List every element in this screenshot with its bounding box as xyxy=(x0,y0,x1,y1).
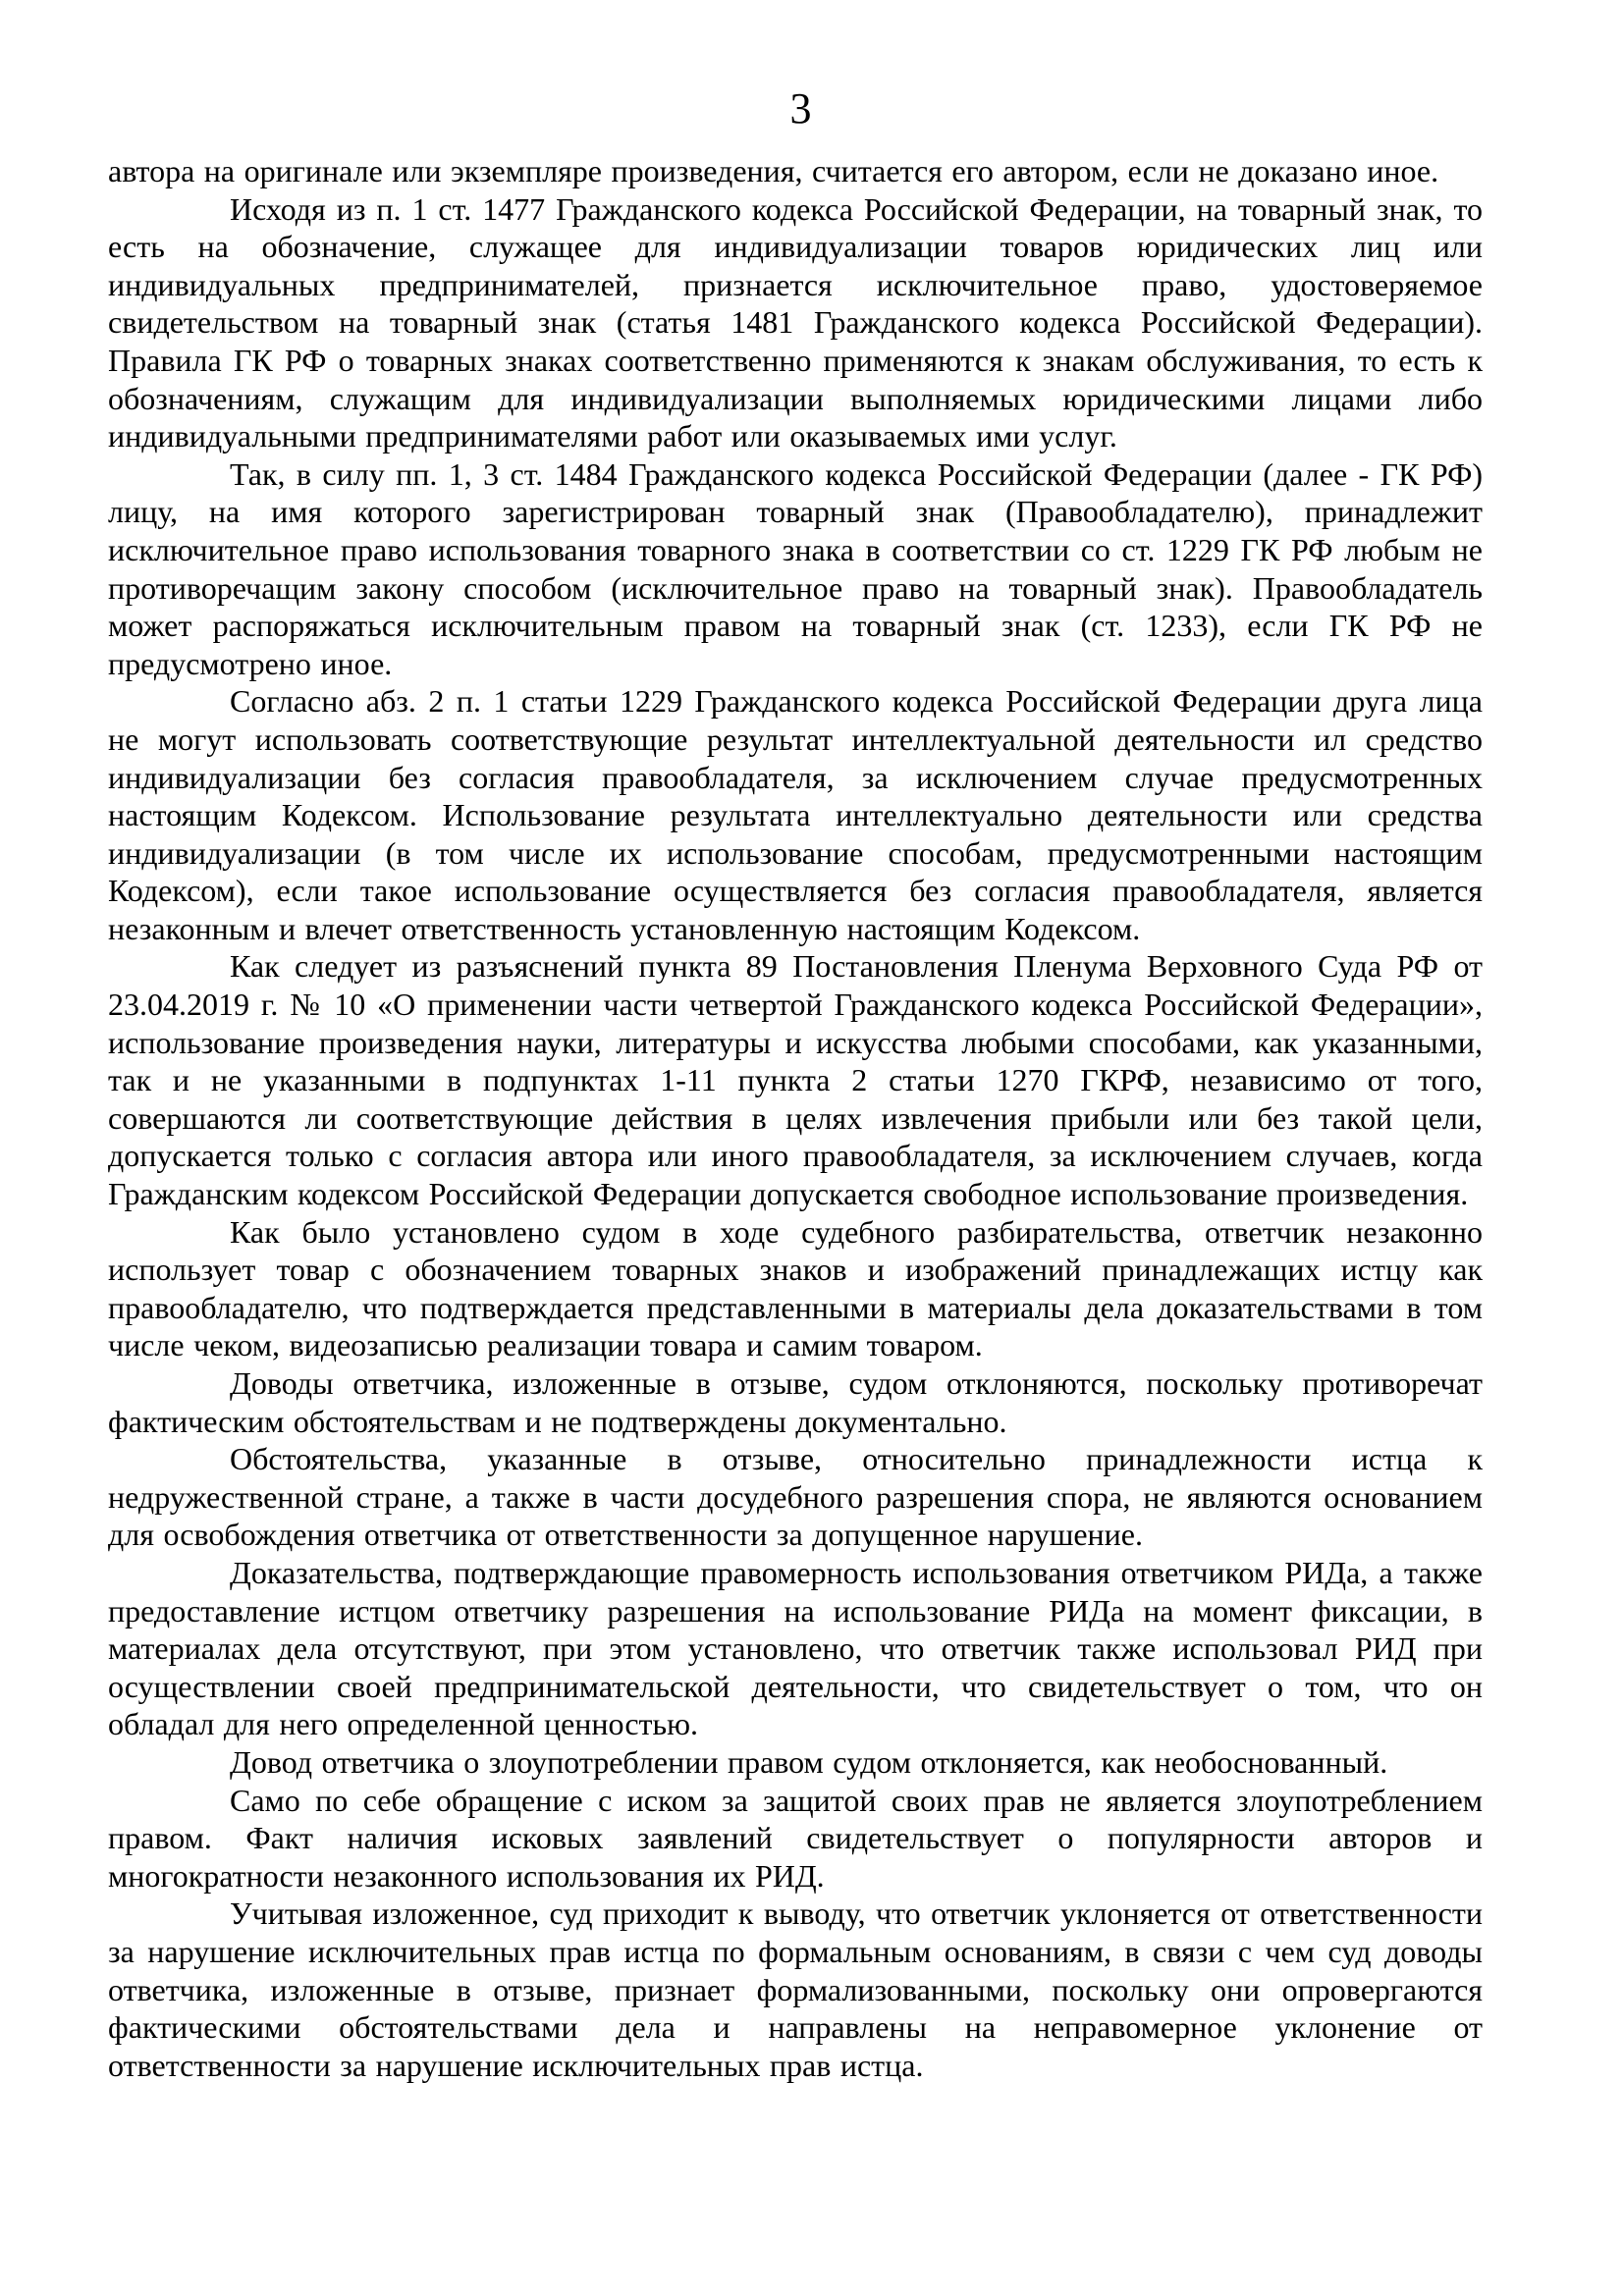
paragraph-trademark-article-1477: Исходя из п. 1 ст. 1477 Гражданского кодекса Российской Федерации, на товарный знак, то есть на обозначение, служащее для индивидуализации товаров юридических лиц или индивидуальных предпринимателей, признается исключительное право, удостоверяемое свидетельством на товарный знак (статья 1481 Гражданского кодекса Российской Федерации). Правила ГК РФ о товарных знаках соответственно применяются к знакам обслуживания, то есть к обозначениям, служащим для индивидуализации выполняемых юридическими лицами либо индивидуальными предпринимателями работ или оказываемых ими услуг. xyxy=(108,190,1483,454)
document-body xyxy=(108,152,1483,2084)
paragraph-circumstances-in-response: Обстоятельства, указанные в отзыве, относительно принадлежности истца к недружественной стране, а также в части досудебного разрешения спора, не являются основанием для освобождения ответчика от ответственности за допущенное нарушение. xyxy=(108,1441,1483,1553)
paragraph-abuse-of-right-rejected: Довод ответчика о злоупотреблении правом судом отклоняется, как необоснованный. xyxy=(230,1743,1388,1780)
paragraph-court-findings: Как было установлено судом в ходе судебного разбирательства, ответчик незаконно использует товар с обозначением товарных знаков и изображений принадлежащих истцу как правообладателю, что подтверждается представленными в материалы дела доказательствами в том числе чеком, видеозаписью реализации товара и самим товаром. xyxy=(108,1213,1483,1363)
paragraph-plenum-ruling-89: Как следует из разъяснений пункта 89 Постановления Пленума Верховного Суда РФ от 23.04.2019 г. № 10 «О применении части четвертой Гражданского кодекса Российской Федерации», использование произведения науки, литературы и искусства любыми способами, как указанными, так и не указанными в подпунктах 1-11 пункта 2 статьи 1270 ГКРФ, независимо от того, совершаются ли соответствующие действия в целях извлечения прибыли или без такой цели, допускается только с согласия автора или иного правообладателя, за исключением случаев, когда Гражданским кодексом Российской Федерации допускается свободное использование произведения. xyxy=(108,948,1483,1212)
paragraph-article-1229: Согласно абз. 2 п. 1 статьи 1229 Гражданского кодекса Российской Федерации друга лица не могут использовать соответствующие результат интеллектуальной деятельности ил средство индивидуализации без согласия правообладателя, за исключением случае предусмотренных настоящим Кодексом. Использование результата интеллектуально деятельности или средства индивидуализации (в том числе их использование способам, предусмотренными настоящим Кодексом), если такое использование осуществляется без согласия правообладателя, является незаконным и влечет ответственность установленную настоящим Кодексом. xyxy=(108,683,1483,946)
paragraph-article-1484: Так, в силу пп. 1, 3 ст. 1484 Гражданского кодекса Российской Федерации (далее - ГК РФ) лицу, на имя которого зарегистрирован товарный знак (Правообладателю), принадлежит исключительное право использования товарного знака в соответствии со ст. 1229 ГК РФ любым не противоречащим закону способом (исключительное право на товарный знак). Правообладатель может распоряжаться исключительным правом на товарный знак (ст. 1233), если ГК РФ не предусмотрено иное. xyxy=(108,455,1483,681)
paragraph-claim-not-abuse: Само по себе обращение с иском за защитой своих прав не является злоупотреблением правом. Факт наличия исковых заявлений свидетельствует о популярности авторов и многократности незаконного использования их РИД. xyxy=(108,1782,1483,1894)
paragraph-continued-from-previous-page: автора на оригинале или экземпляре произведения, считается его автором, если не доказано иное. xyxy=(108,153,1439,188)
paragraph-defendant-arguments-rejected: Доводы ответчика, изложенные в отзыве, судом отклоняются, поскольку противоречат фактическим обстоятельствам и не подтверждены документально. xyxy=(108,1365,1483,1439)
page-number: 3 xyxy=(789,84,813,133)
paragraph-court-conclusion: Учитывая изложенное, суд приходит к выводу, что ответчик уклоняется от ответственности за нарушение исключительных прав истца по формальным основаниям, в связи с чем суд доводы ответчика, изложенные в отзыве, признает формализованными, поскольку они опровергаются фактическими обстоятельствами дела и направлены на неправомерное уклонение от ответственности за нарушение исключительных прав истца. xyxy=(108,1896,1483,2083)
paragraph-evidence-absent: Доказательства, подтверждающие правомерность использования ответчиком РИДа, а также предоставление истцом ответчику разрешения на использование РИДа на момент фиксации, в материалах дела отсутствуют, при этом установлено, что ответчик также использовал РИД при осуществлении своей предпринимательской деятельности, что свидетельствует о том, что он обладал для него определенной ценностью. xyxy=(108,1554,1483,1742)
